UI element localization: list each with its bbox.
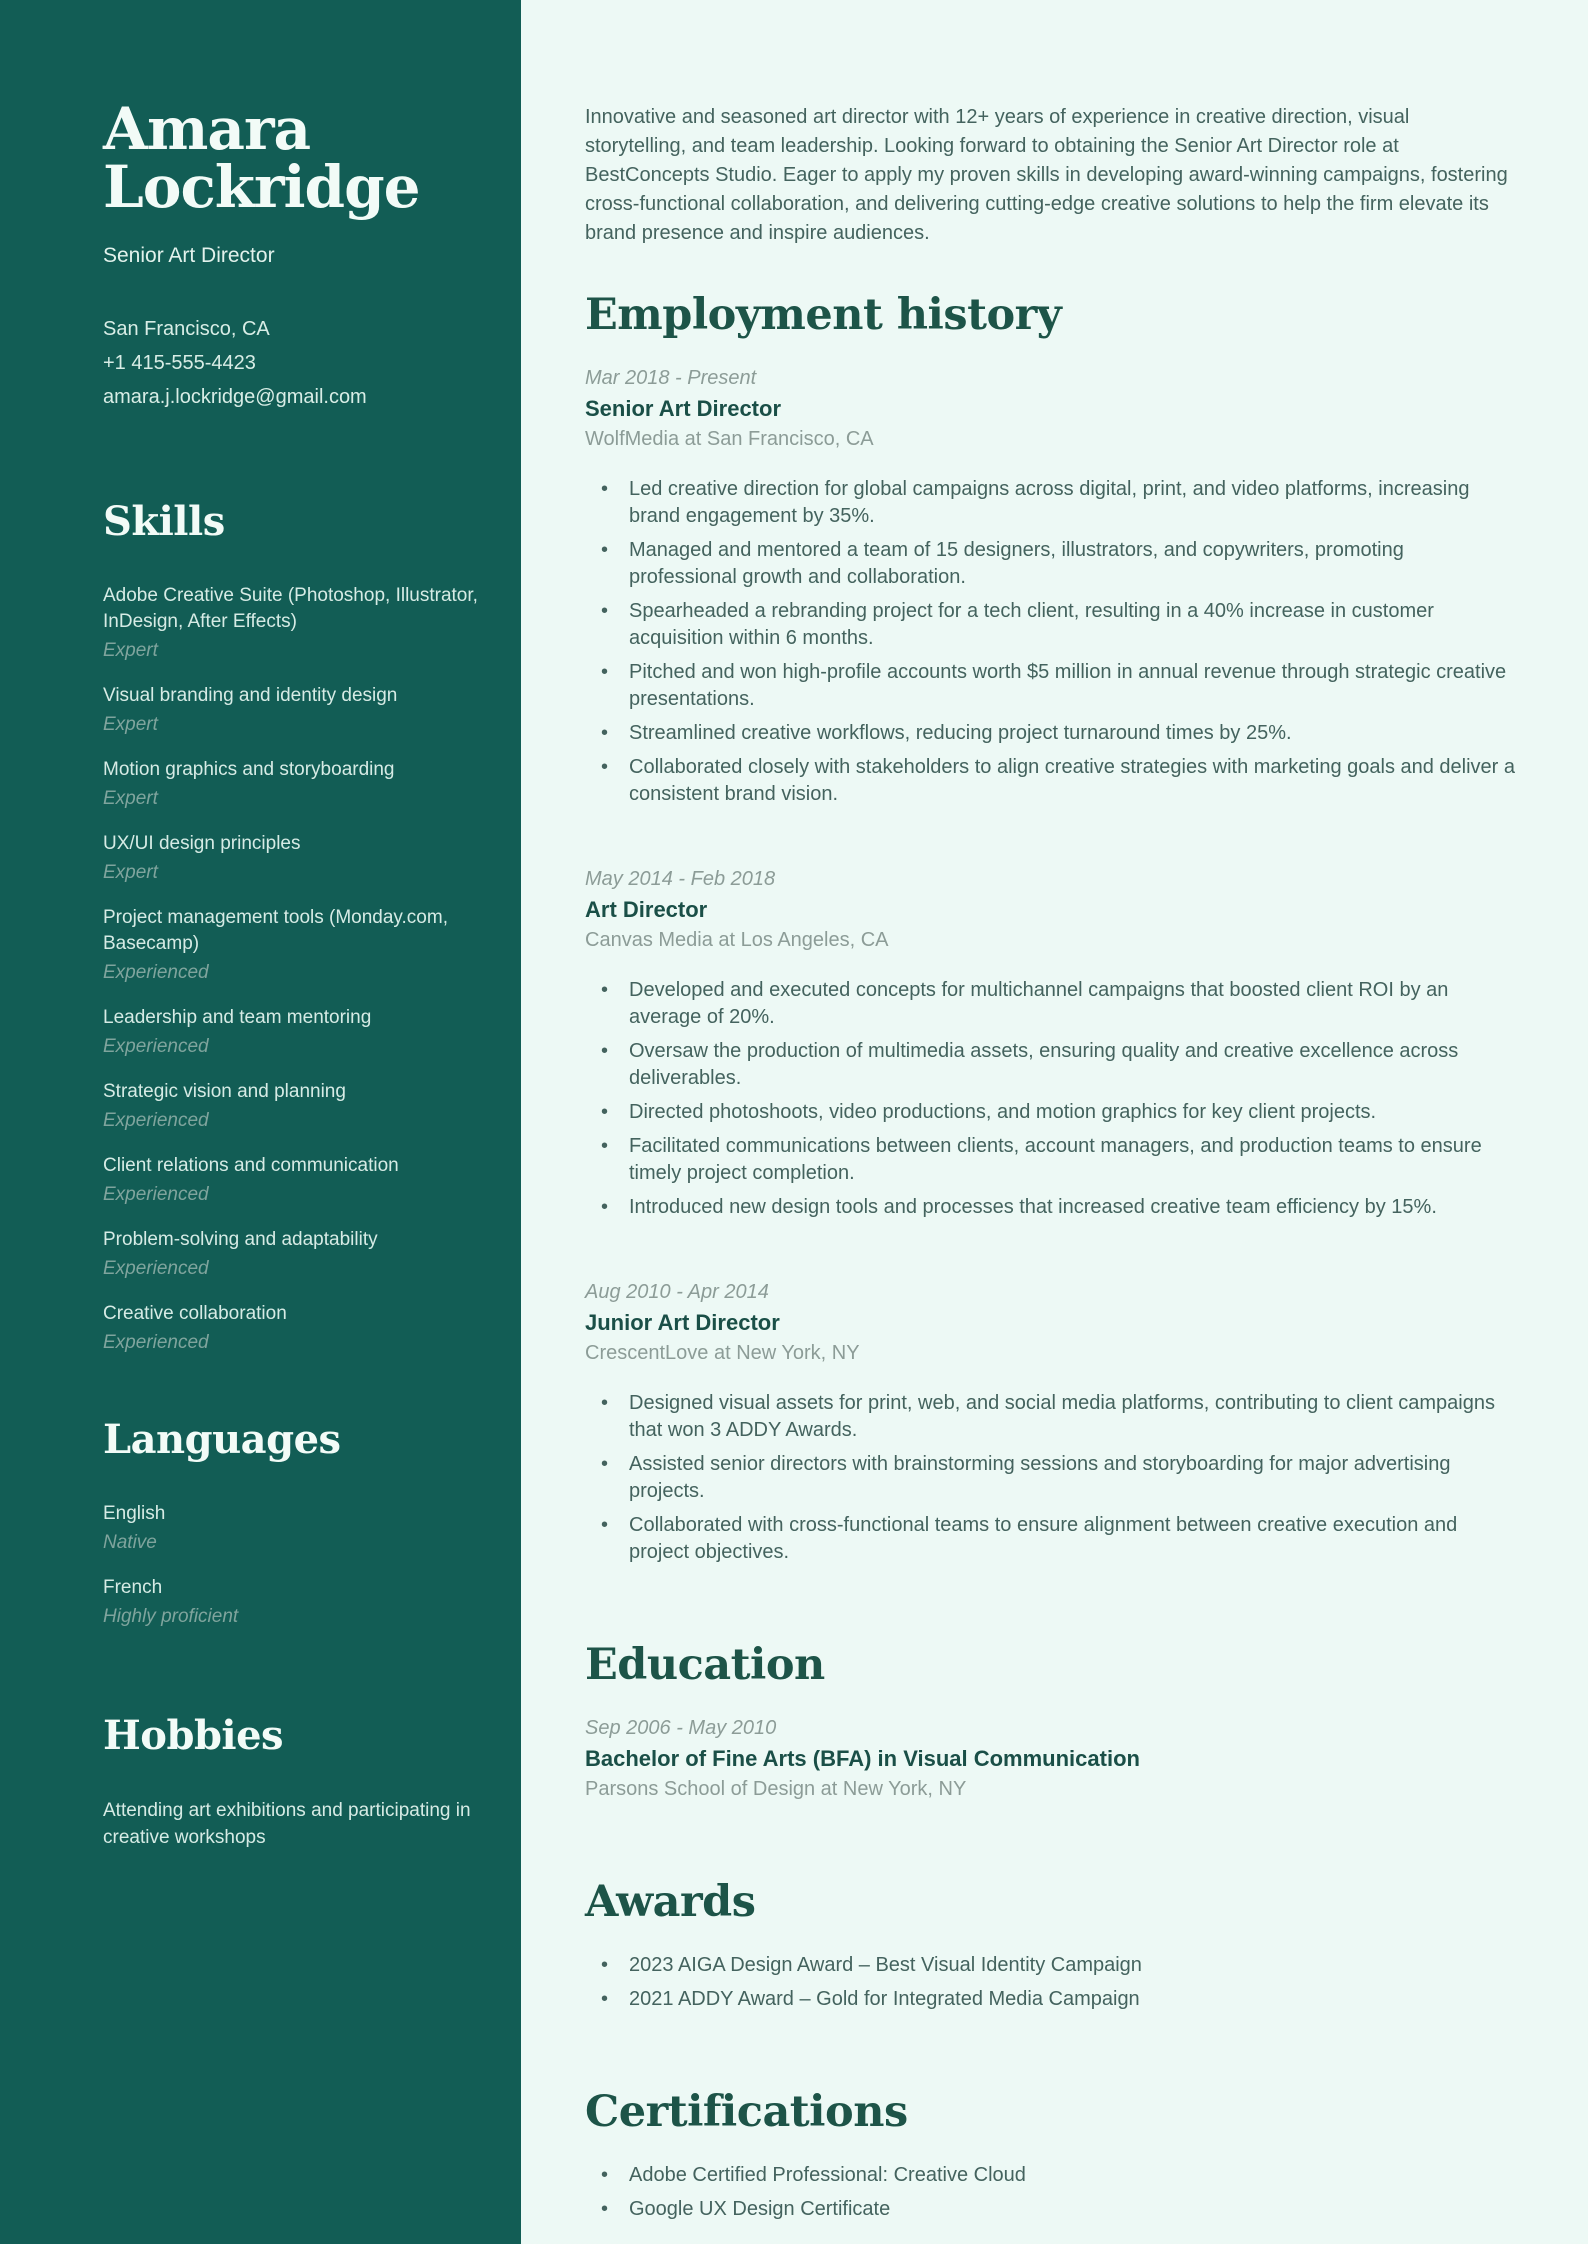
main-content — [521, 0, 1588, 2244]
skill-item — [103, 683, 502, 736]
skill-name: Visual branding and identity design — [103, 685, 398, 706]
contact-location: San Francisco, CA — [103, 318, 270, 340]
education-section — [585, 1640, 1516, 1803]
language-name: French — [103, 1577, 163, 1598]
certification-item: • Google UX Design Certificate — [585, 2196, 1516, 2223]
skill-item — [103, 757, 502, 810]
skill-item — [103, 1153, 502, 1206]
education-school: Parsons School of Design at New York, NY — [585, 1778, 967, 1800]
skill-name: Project management tools (Monday.com, Basecamp) — [103, 907, 448, 954]
job-title: Art Director — [585, 897, 708, 922]
language-level: Native — [103, 1532, 157, 1553]
job-bullet: • Spearheaded a rebranding project for a tech client, resulting in a 40% increase in customer acquisition within 6 months. — [585, 598, 1516, 652]
skill-name: Problem-solving and adaptability — [103, 1229, 378, 1250]
skill-level: Expert — [103, 788, 158, 809]
skills-heading: Skills — [103, 498, 225, 545]
job-bullet-list — [585, 1390, 1516, 1566]
certification-item: • Adobe Certified Professional: Creative Cloud — [585, 2162, 1516, 2189]
jobs-list — [585, 365, 1516, 1566]
skill-name: Client relations and communication — [103, 1155, 399, 1176]
job-entry — [585, 1279, 1516, 1566]
job-bullet: • Introduced new design tools and processes that increased creative team efficiency by 15%. — [585, 1194, 1516, 1221]
job-dates: May 2014 - Feb 2018 — [585, 868, 776, 890]
profile-summary: Innovative and seasoned art director with 12+ years of experience in creative direction, visual storytelling, and team leadership. Looking forward to obtaining the Senior Art Director role at BestConcepts Studio. Eager to apply my proven skills in developing award-winning campaigns, fostering cross-functional collaboration, and delivering cutting-edge creative solutions to help the firm elevate its brand presence and inspire audiences. — [585, 106, 1508, 244]
candidate-name-line2: Lockridge — [103, 153, 420, 221]
awards-heading: Awards — [585, 1877, 756, 1927]
skill-level: Experienced — [103, 1036, 209, 1057]
job-entry — [585, 365, 1516, 808]
job-bullet: • Pitched and won high-profile accounts worth $5 million in annual revenue through strategic creative presentations. — [585, 659, 1516, 713]
language-level: Highly proficient — [103, 1606, 239, 1627]
skill-item — [103, 1079, 502, 1132]
job-bullet: • Collaborated closely with stakeholders to align creative strategies with marketing goals and deliver a consistent brand vision. — [585, 754, 1516, 808]
job-title: Junior Art Director — [585, 1310, 780, 1335]
job-dates: Mar 2018 - Present — [585, 367, 757, 389]
job-bullet: • Developed and executed concepts for multichannel campaigns that boosted client ROI by an average of 20%. — [585, 977, 1516, 1031]
skill-name: Motion graphics and storyboarding — [103, 759, 395, 780]
job-entry — [585, 866, 1516, 1221]
hobbies-text: Attending art exhibitions and participating in creative workshops — [103, 1800, 471, 1848]
certifications-list — [585, 2162, 1516, 2223]
skill-name: Strategic vision and planning — [103, 1081, 346, 1102]
job-bullet: • Oversaw the production of multimedia assets, ensuring quality and creative excellence across deliverables. — [585, 1038, 1516, 1092]
job-dates: Aug 2010 - Apr 2014 — [585, 1281, 769, 1303]
award-item: • 2023 AIGA Design Award – Best Visual Identity Campaign — [585, 1952, 1516, 1979]
certifications-section — [585, 2087, 1516, 2223]
education-entry — [585, 1715, 1516, 1803]
awards-section — [585, 1877, 1516, 2013]
skill-name: Adobe Creative Suite (Photoshop, Illustrator, InDesign, After Effects) — [103, 585, 478, 632]
candidate-name-line1: Amara — [103, 95, 311, 163]
job-company: WolfMedia at San Francisco, CA — [585, 428, 874, 450]
skill-level: Experienced — [103, 1258, 209, 1279]
skill-level: Expert — [103, 862, 158, 883]
languages-heading: Languages — [103, 1416, 341, 1463]
job-bullet-list — [585, 977, 1516, 1221]
candidate-job-title: Senior Art Director — [103, 244, 275, 267]
skill-level: Experienced — [103, 1110, 209, 1131]
contact-block — [103, 312, 502, 414]
hobbies-heading: Hobbies — [103, 1712, 284, 1759]
skill-item — [103, 1005, 502, 1058]
job-title: Senior Art Director — [585, 396, 782, 421]
education-list — [585, 1715, 1516, 1803]
education-heading: Education — [585, 1640, 825, 1690]
job-bullet: • Led creative direction for global campaigns across digital, print, and video platforms, increasing brand engagement by 35%. — [585, 476, 1516, 530]
language-item — [103, 1575, 502, 1628]
job-bullet: • Managed and mentored a team of 15 designers, illustrators, and copywriters, promoting professional growth and collaboration. — [585, 537, 1516, 591]
job-bullet: • Streamlined creative workflows, reducing project turnaround times by 25%. — [585, 720, 1516, 747]
education-dates: Sep 2006 - May 2010 — [585, 1717, 777, 1739]
candidate-name — [103, 95, 502, 221]
job-bullet: • Collaborated with cross-functional teams to ensure alignment between creative execution and project objectives. — [585, 1512, 1516, 1566]
job-bullet: • Assisted senior directors with brainstorming sessions and storyboarding for major advertising projects. — [585, 1451, 1516, 1505]
skill-name: Leadership and team mentoring — [103, 1007, 372, 1028]
skill-item — [103, 1227, 502, 1280]
award-item: • 2021 ADDY Award – Gold for Integrated Media Campaign — [585, 1986, 1516, 2013]
job-company: Canvas Media at Los Angeles, CA — [585, 929, 889, 951]
skill-item — [103, 1301, 502, 1354]
job-company: CrescentLove at New York, NY — [585, 1342, 860, 1364]
contact-phone: +1 415-555-4423 — [103, 352, 256, 374]
contact-email: amara.j.lockridge@gmail.com — [103, 386, 367, 408]
job-bullet: • Directed photoshoots, video productions, and motion graphics for key client projects. — [585, 1099, 1516, 1126]
education-degree: Bachelor of Fine Arts (BFA) in Visual Communication — [585, 1746, 1140, 1771]
skill-name: UX/UI design principles — [103, 833, 301, 854]
job-bullet-list — [585, 476, 1516, 808]
skill-item — [103, 905, 502, 984]
awards-list — [585, 1952, 1516, 2013]
sidebar — [0, 0, 521, 2244]
job-bullet: • Designed visual assets for print, web, and social media platforms, contributing to client campaigns that won 3 ADDY Awards. — [585, 1390, 1516, 1444]
language-item — [103, 1501, 502, 1554]
skill-level: Experienced — [103, 1332, 209, 1353]
skill-level: Experienced — [103, 1184, 209, 1205]
certifications-heading: Certifications — [585, 2087, 908, 2137]
skills-list — [103, 583, 502, 1354]
skill-level: Experienced — [103, 962, 209, 983]
skill-item — [103, 583, 502, 662]
job-bullet: • Facilitated communications between clients, account managers, and production teams to ensure timely project completion. — [585, 1133, 1516, 1187]
language-name: English — [103, 1503, 166, 1524]
employment-section — [585, 290, 1516, 1566]
skill-name: Creative collaboration — [103, 1303, 287, 1324]
skill-item — [103, 831, 502, 884]
skill-level: Expert — [103, 640, 158, 661]
employment-heading: Employment history — [585, 290, 1062, 340]
languages-list — [103, 1501, 502, 1628]
skill-level: Expert — [103, 714, 158, 735]
